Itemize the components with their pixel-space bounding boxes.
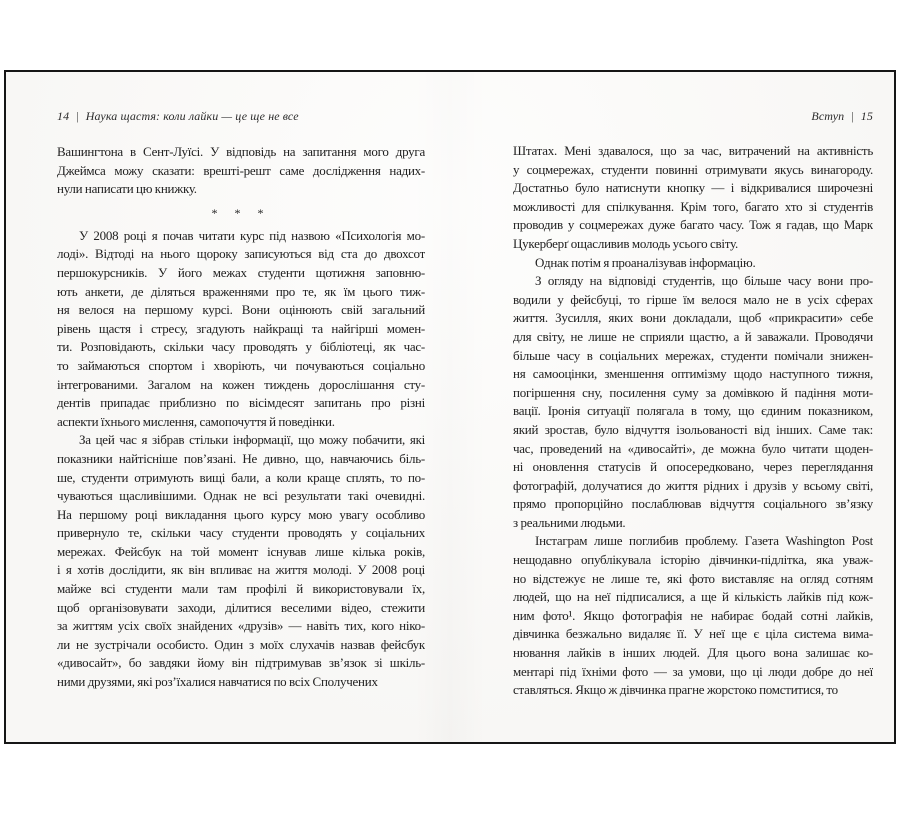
body-text-line: життя. Зусилля, яких вони докладали, щоб «прикрасити» себе — [513, 310, 873, 326]
body-text-line: у соцмережах, студенти повинні отримувати якусь винагороду. — [513, 161, 873, 177]
body-text-line: ше, студенти отримують вищі бали, а коли краще сплять, то по- — [57, 469, 425, 485]
body-text-line: лоді». Відтоді на нього щороку записуються від ста до двохсот — [57, 246, 425, 262]
body-text-line: ними друзями, які роз’їхалися навчатися по всіх Сполучених — [57, 674, 378, 690]
body-text-line: дівчинка безжально видаляє її. У неї ще є ціла система вима- — [513, 626, 873, 642]
body-text-line: но відстежує не лише те, які фото виставляє на огляд сотням — [513, 570, 873, 586]
body-text-line: показники найтісніше пов’язані. Не дивно, що, навчаючись біль- — [57, 450, 425, 466]
running-head-divider: | — [76, 109, 79, 123]
section-break-ornament: * * * — [211, 205, 271, 220]
body-text-line: майже всі студенти мали там профілі й використовували їх, — [57, 581, 425, 597]
running-head-divider: | — [851, 109, 854, 123]
right-page-text-column — [513, 142, 873, 700]
body-text-line: привернуло те, скільки часу студенти проводять у соціальних — [57, 525, 425, 541]
body-text-line: вації. Іронія ситуації полягала в тому, що єдиним показником, — [513, 403, 873, 419]
body-text-line: Вашингтона в Сент-Луїсі. У відповідь на запитання мого друга — [57, 144, 425, 159]
body-text-line: ня велося на першому курсі. Вони оцінюють свій загальний — [57, 302, 425, 318]
body-text-line: На першому році викладання цього курсу мою увагу особливо — [57, 506, 425, 522]
body-text-line: за життям усіх своїх знайдених «друзів» — навіть тих, кого ніко- — [57, 618, 425, 634]
body-text-line: Достатньо було натиснути кнопку — і відкривалися широчезні — [513, 180, 873, 196]
body-text-line: першокурсників. У його межах студенти щотижня заповню- — [57, 264, 425, 280]
body-text-line: інтегрованими. Загалом на кожен тиждень дорослішання сту- — [57, 376, 425, 392]
body-text-line: За цей час я зібрав стільки інформації, що можу побачити, які — [79, 432, 425, 448]
body-text-line: щоб організовувати заходи, ділитися веселими відео, стежити — [57, 599, 425, 615]
body-text-line: рівень щастя і стресу, згадують найкращі та найгірші момен- — [57, 320, 425, 336]
body-text-line: ють анкети, де діляться враженнями про те, як їм цього тиж- — [57, 283, 425, 299]
body-text-line: погіршення сну, посилення суму за домівкою й падіння моти- — [513, 384, 873, 400]
chapter-title: Вступ — [811, 109, 845, 123]
body-text-line: час, проведений на «дивосайті», де можна було читати щоден- — [513, 440, 873, 456]
body-text-line: Інстаграм лише поглибив проблему. Газета Washington Post — [535, 533, 873, 549]
left-page-text-column — [57, 143, 425, 692]
body-text-line: який зростав, було відчуття ізольованості від інших. Саме так: — [513, 421, 873, 437]
body-text-line: ні оновлення статусів й опосередковано, через переглядання — [513, 459, 873, 475]
body-text-line: то займаються спортом і хворіють, чи почуваються соціально — [57, 357, 425, 373]
body-text-line: водили у фейсбуці, то гірше їм велося мало не в усіх сферах — [513, 291, 873, 307]
body-text-line: Однак потім я проаналізував інформацію. — [535, 254, 756, 270]
body-text-line: з реальними людьми. — [513, 514, 626, 530]
running-head-left — [57, 109, 425, 123]
body-text-line: нещодавно опублікувала історію дівчинки-підлітка, яка уваж- — [513, 552, 873, 568]
book-spread-photo — [4, 70, 896, 744]
body-text-line: У 2008 році я почав читати курс під назвою «Психологія мо- — [79, 227, 425, 243]
book-title: Наука щастя: коли лайки — це ще не все — [85, 109, 299, 123]
body-text-line: Цукерберґ ощасливив молодь усього світу. — [513, 235, 738, 251]
body-text-line: більше часу в соціальних мережах, студенти помічали знижен- — [513, 347, 873, 363]
body-text-line: аспекти їхнього мислення, самопочуття й поведінки. — [57, 413, 335, 429]
body-text-line: для світу, не лише не сприяли щастю, а й заважали. Проводячи — [513, 328, 873, 344]
body-text-line: ментарі під їхніми фото — за умови, що ці люди добре до неї — [513, 663, 873, 679]
body-text-line: З огляду на відповіді студентів, що більше часу вони про- — [535, 273, 873, 289]
body-text-line: і я хотів дослідити, як він впливає на життя молоді. У 2008 році — [57, 562, 425, 578]
body-text-line: Штатах. Мені здавалося, що за час, витрачений на активність — [513, 143, 873, 158]
body-text-line: ли не зустрічали особисто. Один з моїх слухачів назвав фейсбук — [57, 636, 425, 652]
body-text-line: проводив у соцмережах дуже багато часу. Тож я гадав, що Марк — [513, 217, 873, 233]
body-text-line: мережах. Фейсбук на той момент існував лише кілька років, — [57, 543, 425, 559]
body-text-line: можливості для спілкування. Крім того, багато хто зі студентів — [513, 198, 873, 214]
body-text-line: ти. Розповідають, скільки часу проводять у бібліотеці, як час- — [57, 339, 425, 355]
body-text-line: Джеймса можу сказати: врешті-решт саме дослідження надих- — [57, 162, 425, 178]
body-text-line: ня самооцінки, зменшення оптимізму щодо наступного тижня, — [513, 366, 873, 382]
running-head-right — [513, 109, 873, 123]
body-text-line: людей, що на неї підписалися, а ще й кількість лайків під кож- — [513, 589, 873, 605]
body-text-line: фотографій, долучатися до життя рідних і друзів у всьому світі, — [513, 477, 873, 493]
body-text-line: дентів припадає приблизно по вісімдесят запитань про різні — [57, 395, 425, 411]
body-text-line: «дивосайт», бо завдяки йому він підтримував зв’язок зі шкіль- — [57, 655, 425, 671]
body-text-line: прямо пропорційно послаблював відчуття соціального зв’язку — [513, 496, 873, 512]
body-text-line: нювання лайків в інших людей. Для цього вона залишає ко- — [513, 645, 873, 661]
body-text-line: ним фото¹. Якщо фотографія не набирає бодай сотні лайків, — [513, 607, 873, 623]
body-text-line: чуваються щасливішими. Однак не всі результати такі очевидні. — [57, 488, 425, 504]
page-number-left: 14 — [57, 109, 70, 123]
body-text-line: ставляться. Якщо ж дівчинка прагне жорстоко помститися, то — [513, 682, 838, 698]
page-number-right: 15 — [860, 109, 873, 123]
body-text-line: нули написати цю книжку. — [57, 181, 197, 197]
